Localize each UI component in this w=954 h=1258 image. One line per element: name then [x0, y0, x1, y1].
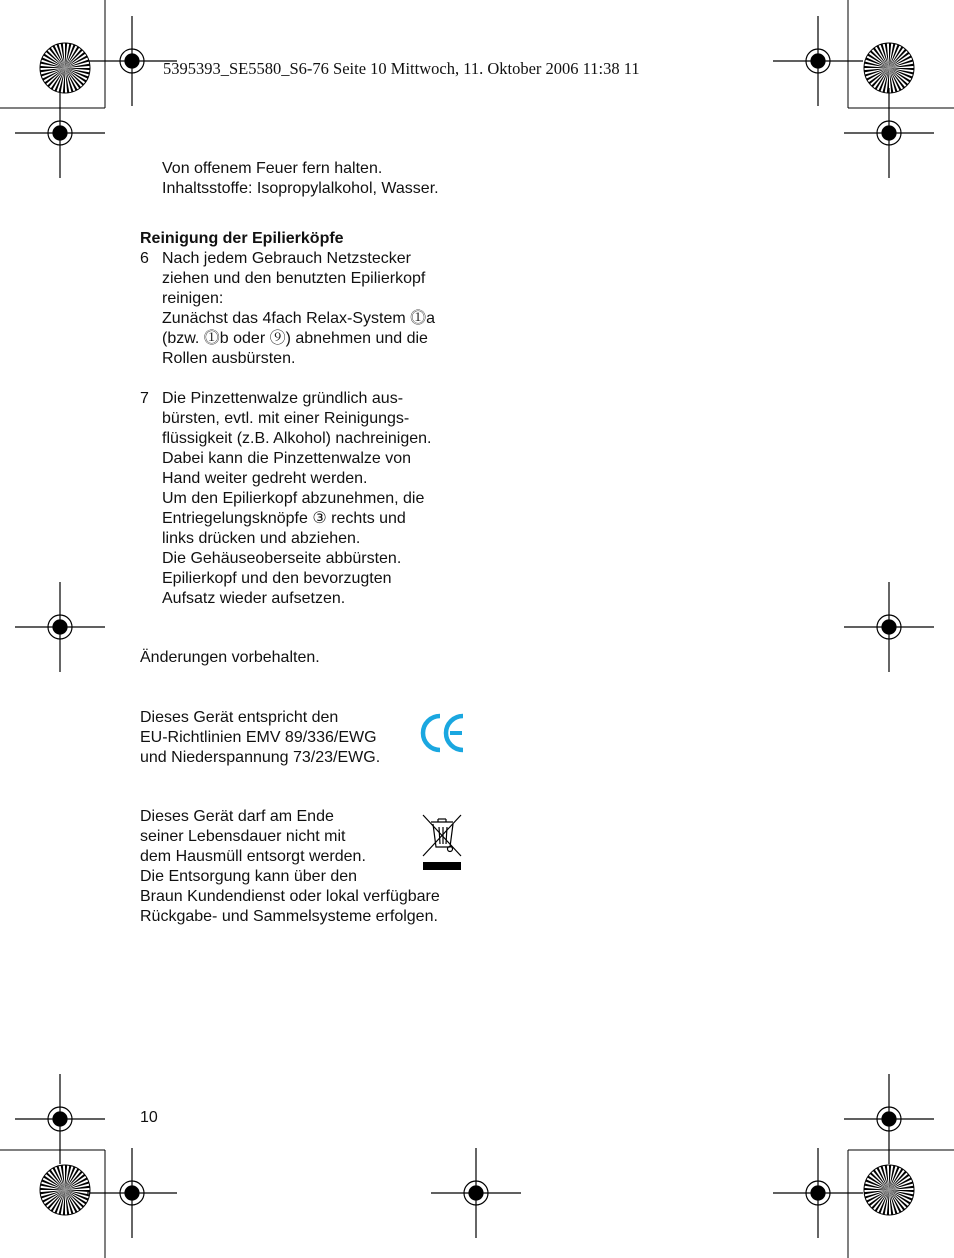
conformity-statement	[140, 708, 380, 768]
step-line: Rollen ausbürsten.	[162, 350, 296, 367]
starburst-mark	[864, 1165, 914, 1215]
step-line: Dabei kann die Pinzettenwalze von	[162, 450, 412, 467]
disposal-line: Dieses Gerät darf am Ende	[140, 808, 334, 825]
step-line: flüssigkeit (z.B. Alkohol) nachreinigen.	[162, 430, 432, 447]
step-line: links drücken und abziehen.	[162, 530, 361, 547]
registration-crosshair	[844, 582, 934, 672]
step-text	[162, 389, 431, 609]
disposal-line: dem Hausmüll entsorgt werden.	[140, 848, 366, 865]
starburst-mark	[40, 43, 90, 93]
step-line: ziehen und den benutzten Epilierkopf	[162, 270, 426, 287]
starburst-mark	[40, 1165, 90, 1215]
disposal-line: seiner Lebensdauer nicht mit	[140, 828, 346, 845]
step-line: Aufsatz wieder aufsetzen.	[162, 590, 346, 607]
step-line: reinigen:	[162, 290, 224, 307]
step-line: Hand weiter gedreht werden.	[162, 470, 368, 487]
registration-crosshair	[87, 1148, 177, 1238]
changes-note: Änderungen vorbehalten.	[140, 649, 320, 666]
step-line: bürsten, evtl. mit einer Reinigungs-	[162, 410, 410, 427]
registration-crosshair	[15, 88, 105, 178]
ce-mark-icon	[420, 713, 466, 753]
registration-crosshair	[15, 582, 105, 672]
disposal-statement	[140, 807, 440, 927]
step-line: (bzw. ⓵b oder ⑨) abnehmen und die	[162, 330, 428, 347]
conformity-line: und Niederspannung 73/23/EWG.	[140, 749, 381, 766]
conformity-line: EU-Richtlinien EMV 89/336/EWG	[140, 729, 377, 746]
intro-line: Von offenem Feuer fern halten.	[162, 160, 383, 177]
conformity-line: Dieses Gerät entspricht den	[140, 709, 339, 726]
step-line: Entriegelungsknöpfe ③ rechts und	[162, 510, 406, 527]
intro-line: Inhaltsstoffe: Isopropylalkohol, Wasser.	[162, 180, 439, 197]
step-line: Die Gehäuseoberseite abbürsten.	[162, 550, 402, 567]
crossed-out-wheeled-bin-icon	[419, 812, 465, 874]
step-text	[162, 249, 435, 369]
registration-crosshair	[773, 16, 863, 106]
step-line: Um den Epilierkopf abzunehmen, die	[162, 490, 425, 507]
registration-crosshair	[773, 1148, 863, 1238]
disposal-line: Rückgabe- und Sammelsysteme erfolgen.	[140, 908, 438, 925]
print-slug: 5395393_SE5580_S6-76 Seite 10 Mittwoch, 11. Oktober 2006 11:38 11	[163, 59, 640, 78]
registration-crosshair	[844, 88, 934, 178]
step-line: Die Pinzettenwalze gründlich aus-	[162, 390, 404, 407]
step-line: Zunächst das 4fach Relax-System ⓵a	[162, 310, 436, 327]
disposal-line: Die Entsorgung kann über den	[140, 868, 358, 885]
page-number: 10	[140, 1109, 158, 1126]
step-number: 6	[140, 250, 149, 267]
registration-crosshair	[431, 1148, 521, 1238]
step-number: 7	[140, 390, 149, 407]
starburst-mark	[864, 43, 914, 93]
step-line: Nach jedem Gebrauch Netzstecker	[162, 250, 411, 267]
intro-notes	[162, 159, 439, 199]
disposal-line: Braun Kundendienst oder lokal verfügbare	[140, 888, 440, 905]
cleaning-heading: Reinigung der Epilierköpfe	[140, 230, 344, 247]
step-line: Epilierkopf und den bevorzugten	[162, 570, 392, 587]
